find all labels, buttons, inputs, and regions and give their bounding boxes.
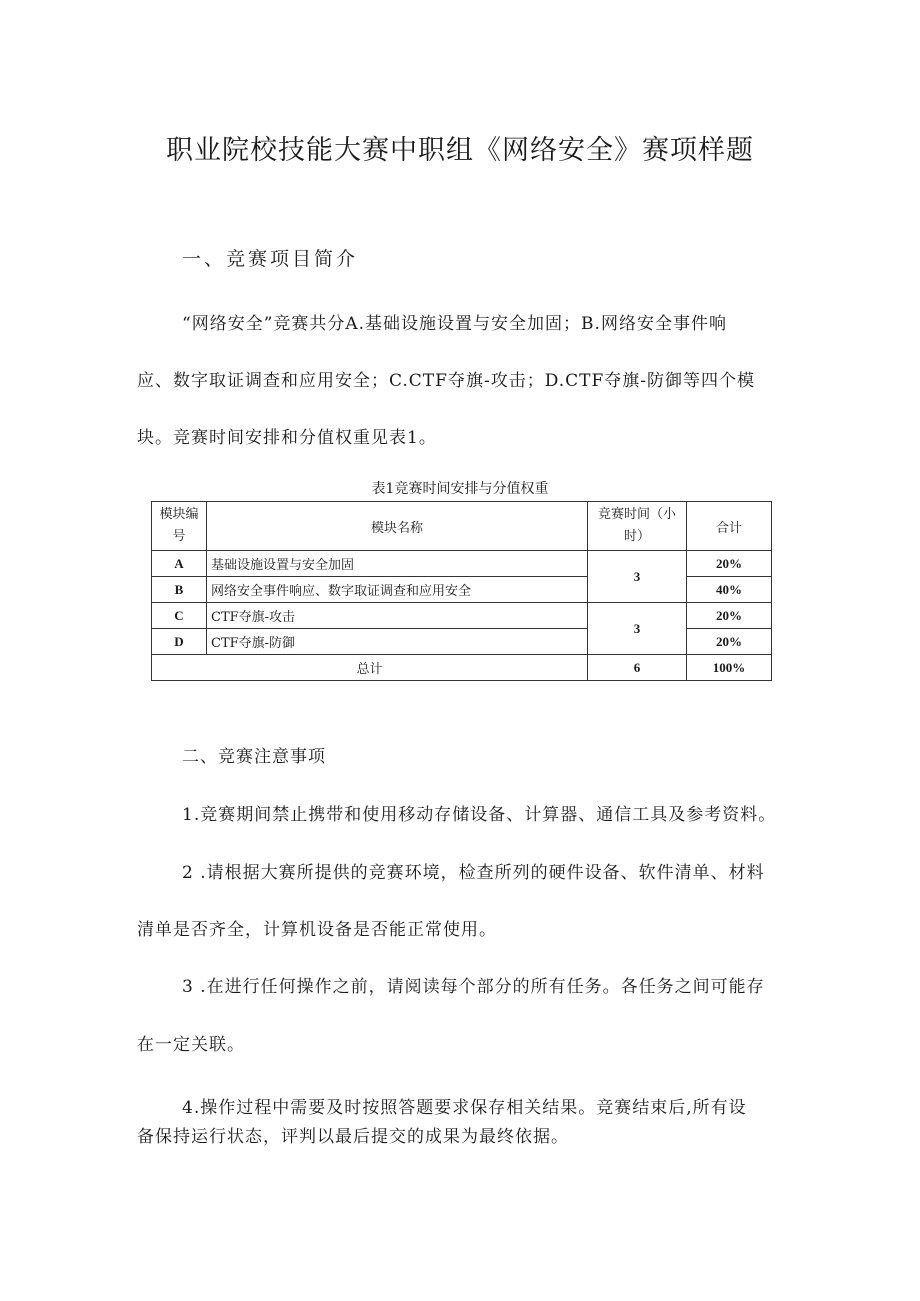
row-weight: 20% [687,551,772,577]
notice-item-3-line-1: 3 .在进行任何操作之前，请阅读每个部分的所有任务。各任务之间可能存 [182,977,765,997]
row-time: 3 [588,603,687,655]
notice-item-3-line-2: 在一定关联。 [137,1035,245,1055]
row-name: CTF夺旗-防御 [207,629,588,655]
intro-paragraph-line-3: 块。竞赛时间安排和分值权重见表1。 [137,428,437,448]
row-name: 基础设施设置与安全加固 [207,551,588,577]
row-name: CTF夺旗-攻击 [207,603,588,629]
header-module-name: 模块名称 [207,502,588,551]
intro-paragraph-line-2: 应、数字取证调查和应用安全；C.CTF夺旗-攻击；D.CTF夺旗-防御等四个模 [137,371,756,391]
total-weight: 100% [687,655,772,681]
header-time [588,502,687,551]
header-code-line-2: 号 [172,529,186,544]
total-label: 总计 [152,655,588,681]
notice-item-4-line-2: 备保持运行状态，评判以最后提交的成果为最终依据。 [137,1127,569,1147]
notice-item-2-line-2: 清单是否齐全，计算机设备是否能正常使用。 [137,920,497,940]
table-total-row [152,655,772,681]
header-module-code [152,502,207,551]
document-title: 职业院校技能大赛中职组《网络安全》赛项样题 [166,135,754,166]
schedule-table [151,501,772,681]
table-row [152,603,772,629]
notice-item-1: 1.竞赛期间禁止携带和使用移动存储设备、计算器、通信工具及参考资料。 [182,805,777,825]
section1-heading: 一、竞赛项目简介 [182,248,359,270]
header-time-line-1: 竞赛时间（小 [597,507,676,522]
row-weight: 40% [687,577,772,603]
row-weight: 20% [687,603,772,629]
notice-item-2-line-1: 2 .请根据大赛所提供的竞赛环境，检查所列的硬件设备、软件清单、材料 [182,863,765,883]
header-total: 合计 [687,502,772,551]
header-time-line-2: 时） [623,529,650,544]
table-caption: 表1竞赛时间安排与分值权重 [371,481,549,497]
notice-item-4-line-1: 4.操作过程中需要及时按照答题要求保存相关结果。竞赛结束后,所有设 [182,1098,747,1118]
table-header-row [152,502,772,551]
section2-heading: 二、竞赛注意事项 [182,747,326,767]
intro-paragraph-line-1: “网络安全”竞赛共分A.基础设施设置与安全加固；B.网络安全事件响 [182,314,727,334]
row-code: C [152,603,207,629]
row-code: D [152,629,207,655]
total-time: 6 [588,655,687,681]
row-name: 网络安全事件响应、数字取证调查和应用安全 [207,577,588,603]
header-code-line-1: 模块编 [159,507,199,522]
row-code: B [152,577,207,603]
row-code: A [152,551,207,577]
row-time: 3 [588,551,687,603]
row-weight: 20% [687,629,772,655]
table-row [152,551,772,577]
